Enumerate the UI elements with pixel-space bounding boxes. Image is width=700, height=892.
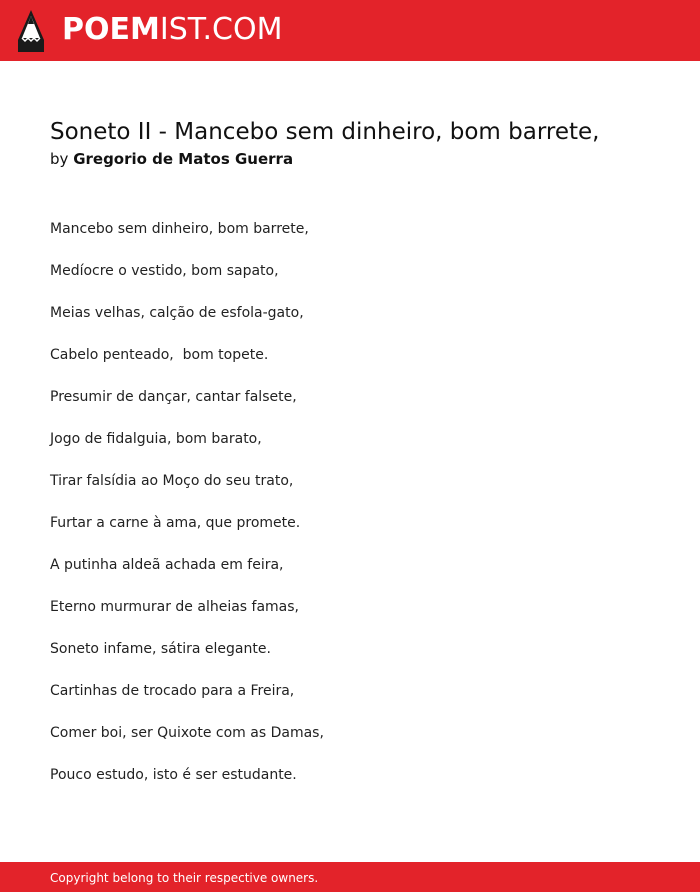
- poem-line: Cartinhas de trocado para a Freira,: [50, 683, 295, 699]
- by-label: by: [50, 150, 69, 168]
- poem-line: Cabelo penteado, bom topete.: [50, 347, 269, 363]
- poem-line: Tirar falsídia ao Moço do seu trato,: [50, 473, 294, 489]
- poem-line: Presumir de dançar, cantar falsete,: [50, 389, 297, 405]
- poem-line: A putinha aldeã achada em feira,: [50, 557, 284, 573]
- poem-body: [50, 219, 324, 807]
- site-header: [0, 0, 700, 61]
- poem-line: Mancebo sem dinheiro, bom barrete,: [50, 221, 309, 237]
- poem-line: Pouco estudo, isto é ser estudante.: [50, 767, 297, 783]
- logo-text-bold: POEM: [62, 12, 160, 47]
- poem-byline: [50, 149, 293, 169]
- poem-line: Furtar a carne à ama, que promete.: [50, 515, 301, 531]
- poem-line: Medíocre o vestido, bom sapato,: [50, 263, 279, 279]
- site-footer: [0, 862, 700, 892]
- poem-line: Soneto infame, sátira elegante.: [50, 641, 271, 657]
- poem-line: Jogo de fidalguia, bom barato,: [50, 431, 262, 447]
- pencil-tip-icon[interactable]: [18, 10, 44, 52]
- site-logo[interactable]: [62, 11, 282, 49]
- poem-line: Comer boi, ser Quixote com as Damas,: [50, 725, 324, 741]
- poem-line: Eterno murmurar de alheias famas,: [50, 599, 300, 615]
- logo-text-light: IST.COM: [159, 12, 283, 47]
- poem-line: Meias velhas, calção de esfola-gato,: [50, 305, 304, 321]
- poem-title: Soneto II - Mancebo sem dinheiro, bom barrete,: [50, 119, 600, 145]
- copyright-notice: Copyright belong to their respective owners.: [50, 871, 319, 885]
- poem-author: Gregorio de Matos Guerra: [73, 150, 294, 168]
